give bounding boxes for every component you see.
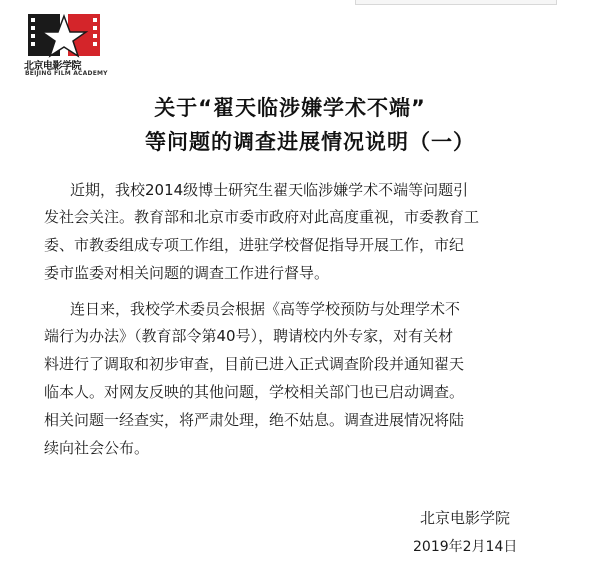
paragraph-2-line: 连日来，我校学术委员会根据《高等学校预防与处理学术不 bbox=[70, 300, 461, 318]
paragraph-2-line: 临本人。对网友反映的其他问题，学校相关部门也已启动调查。 bbox=[44, 383, 465, 401]
school-logo bbox=[24, 12, 106, 82]
paragraph-2-line: 续向社会公布。 bbox=[44, 439, 150, 457]
logo-name-en: BEIJING FILM ACADEMY bbox=[25, 70, 108, 77]
page-title-line-2: 等问题的调查进展情况说明（一） bbox=[145, 130, 475, 154]
top-edge-bar bbox=[355, 0, 557, 5]
logo-name-cn: 北京电影学院 bbox=[24, 61, 81, 72]
paragraph-2-line: 端行为办法》（教育部令第40号），聘请校内外专家，对有关材 bbox=[44, 327, 454, 345]
paragraph-1-line: 发社会关注。教育部和北京市委市政府对此高度重视，市委教育工 bbox=[44, 208, 480, 226]
signature-date: 2019年2月14日 bbox=[413, 539, 518, 555]
paragraph-1-line: 近期，我校2014级博士研究生翟天临涉嫌学术不端等问题引 bbox=[70, 181, 469, 199]
signature-organization: 北京电影学院 bbox=[420, 509, 511, 527]
paragraph-1-line: 委市监委对相关问题的调查工作进行督导。 bbox=[44, 264, 330, 282]
film-star-emblem-icon bbox=[24, 12, 106, 58]
paragraph-2-line: 相关问题一经查实，将严肃处理，绝不姑息。调查进展情况将陆 bbox=[44, 411, 465, 429]
page-title-line-1: 关于“翟天临涉嫌学术不端” bbox=[154, 96, 426, 120]
paragraph-2-line: 料进行了调取和初步审查，目前已进入正式调查阶段并通知翟天 bbox=[44, 355, 465, 373]
paragraph-1-line: 委、市教委组成专项工作组，进驻学校督促指导开展工作，市纪 bbox=[44, 236, 465, 254]
